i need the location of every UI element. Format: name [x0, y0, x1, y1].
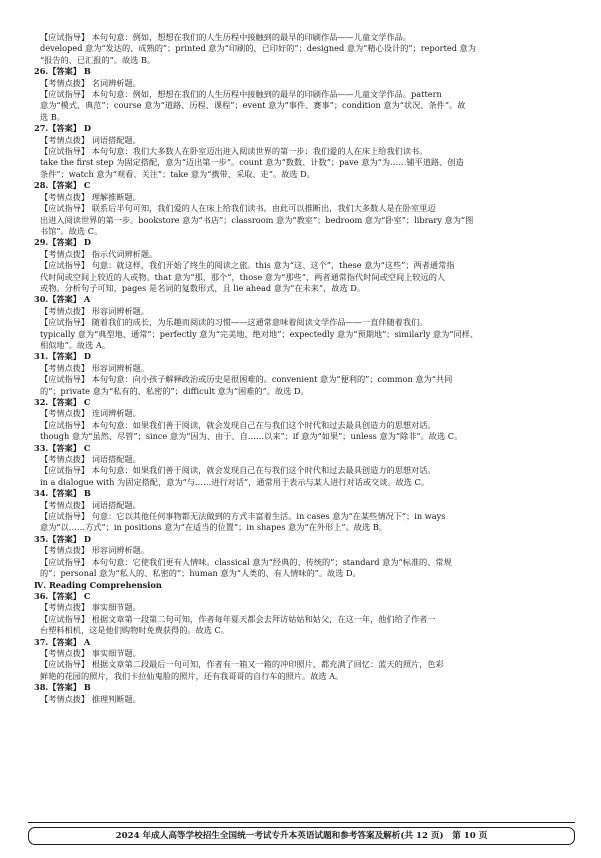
explanation-line: 【应试指导】 根据文章第二段最后一句可知，作者有一箱又一箱的冲印照片，都充满了回忆：蓝天的照片，色彩: [40, 659, 444, 670]
explanation-line: 意为“以……方式”；in positions 意为“在适当的位置”；in shapes 意为“在外形上”。故选 B。: [40, 522, 387, 533]
answer-heading: 29.【答案】 D: [34, 237, 91, 248]
explanation-line: 【考情点拨】 词语搭配题。: [40, 499, 141, 510]
explanation-line: 【应试指导】 本句句意：如果我们善于阅读，就会发现自己在与我们这个时代和过去最具创造力的思想对话。: [40, 419, 436, 430]
explanation-line: typically 意为“典型地、通常”；perfectly 意为“完美地、绝对地”；expectedly 意为“预期地”；similarly 意为“同样、: [40, 328, 479, 339]
answer-block: [34, 294, 572, 351]
explanation-line: 【考情点拨】 形容词辨析题。: [40, 305, 150, 316]
explanation-line: 【应试指导】 根据文章第一段第二句可知，作者每年夏天都会去拜访姑姑和姑父，在这一年，他们给了作者一: [40, 613, 436, 624]
explanation-line: 【考情点拨】 事实细节题。: [40, 602, 141, 613]
explanation-line: 台塑料相机，这是他们购物时免费获得的。故选 C。: [40, 625, 229, 636]
answer-block: [34, 682, 572, 705]
section-heading-block: [34, 579, 572, 591]
explanation-line: 选 B。: [40, 111, 65, 122]
explanation-line: 鲜艳的花园的照片，我们卡拉仙鬼脸的照片，还有我哥哥的自行车的照片。故选 A。: [40, 670, 344, 681]
answer-heading: 31.【答案】 D: [34, 351, 91, 362]
explanation-line: 【考情点拨】 形容词辨析题。: [40, 362, 150, 373]
explanation-line: 【应试指导】 本句句意：例如，想想在我们的人生历程中接触到的最早的印刷作品——儿童文学作品。: [40, 32, 412, 42]
answer-block: [40, 32, 572, 66]
explanation-line: 【应试指导】 本句句意：例如，想想在我们的人生历程中接触到的最早的印刷作品——儿童文学作品。pattern: [40, 89, 442, 100]
answer-heading: 27.【答案】 D: [34, 123, 91, 134]
answer-block: [34, 442, 572, 489]
answer-block: [34, 590, 572, 637]
explanation-line: 相似地”。故选 A。: [40, 339, 111, 350]
answer-block: [34, 488, 572, 534]
explanation-line: 【应试指导】 本句句意：向小孩子解释政治或历史是很困难的。convenient 意为“便利的”；common 意为“共同: [40, 374, 453, 385]
explanation-line: 【考情点拨】 连词辨析题。: [40, 408, 141, 419]
explanation-line: developed 意为“发达的、成熟的”；printed 意为“印刷的、已印好的”；designed 意为“精心设计的”；reported 意为: [40, 43, 476, 54]
explanation-line: 【考情点拨】 事实细节题。: [40, 647, 141, 658]
explanation-line: “报告的、已汇报的”。故选 B。: [40, 54, 156, 65]
answer-heading: 35.【答案】 D: [34, 533, 91, 544]
answer-block: [34, 533, 572, 580]
answer-heading: 32.【答案】 C: [34, 397, 91, 407]
answer-block: [34, 351, 572, 397]
explanation-line: take the first step 为固定搭配，意为“迈出第一步”。count 意为“数数、计数”；pave 意为“为……铺平道路、创造: [40, 157, 464, 168]
explanation-line: 【应试指导】 句意：就这样，我们开始了终生的阅读之旅。this 意为“这、这个”，these 意为“这些”；两者通常指: [40, 260, 455, 271]
explanation-line: 【应试指导】 联系后半句可知，我们爱的人在床上给我们读书。由此可以推断出，我们大多数人是在卧室里迈: [40, 203, 436, 214]
explanation-line: 【应试指导】 本句句意：如果我们善于阅读，就会发现自己在与我们这个时代和过去最具创造力的思想对话。: [40, 465, 436, 476]
explanation-line: 【考情点拨】 词语搭配题。: [40, 134, 141, 145]
explanation-line: 【应试指导】 句意：它以其他任何事物都无法做到的方式丰富着生活。in cases 意为“在某些情况下”；in ways: [40, 511, 446, 522]
explanation-line: 出进入阅读世界的第一步。bookstore 意为“书店”；classroom 意为“教室”；bedroom 意为“卧室”；library 意为“图: [40, 214, 474, 225]
explanation-line: 【应试指导】 本句句意：它使我们更有人情味。classical 意为“经典的、传统的”；standard 意为“标准的、常规: [40, 556, 452, 567]
explanation-line: 或物。分析句子可知，pages 是名词的复数形式，且 lie ahead 意为“在未来”，故选 D。: [40, 282, 366, 293]
explanation-line: 的”；personal 意为“私人的、私密的”；human 意为“人类的、有人情味的”。故选 D。: [40, 568, 361, 579]
explanation-line: 意为“模式、典范”；course 意为“道路、历程、课程”；event 意为“事件、赛事”；condition 意为“状况、条件”。故: [40, 100, 466, 111]
page-footer: 2024 年成人高等学校招生全国统一考试专升本英语试题和参考答案及解析(共 12 页) 第 10 页: [28, 827, 575, 845]
footer-rule: [28, 822, 575, 823]
explanation-line: 【考情点拨】 名词辨析题。: [40, 77, 141, 88]
answer-heading: 37.【答案】 A: [34, 636, 91, 647]
explanation-line: 【考情点拨】 推理判断题。: [40, 693, 141, 704]
explanation-line: 的”；private 意为“私有的、私密的”；difficult 意为“困难的”。故选 D。: [40, 385, 309, 396]
answer-block: [34, 237, 572, 294]
answer-page-body: [34, 32, 572, 705]
explanation-line: though 意为“虽然、尽管”；since 意为“因为、由于、自……以来”；if 意为“如果”；unless 意为“除非”。故选 C。: [40, 431, 463, 442]
answer-heading: 38.【答案】 B: [34, 682, 91, 693]
section-heading: Ⅳ. Reading Comprehension: [34, 579, 162, 590]
answer-heading: 36.【答案】 C: [34, 590, 91, 601]
explanation-line: 【应试指导】 随着我们的成长，为乐趣而阅读的习惯——这通常意味着阅读文学作品——一直伴随着我们。: [40, 317, 428, 328]
answer-heading: 33.【答案】 C: [34, 442, 91, 453]
explanation-line: 代时间或空间上较近的人或物。that 意为“那、那个”，those 意为“那些”，两者通常指代时间或空间上较远的人: [40, 271, 446, 282]
explanation-line: 【考情点拨】 形容词辨析题。: [40, 545, 150, 556]
answer-heading: 30.【答案】 A: [34, 294, 91, 305]
explanation-line: 【应试指导】 本句句意：我们大多数人在卧室迈出进入阅读世界的第一步：我们爱的人在床上给我们读书。: [40, 146, 428, 157]
explanation-line: 【考情点拨】 词语搭配题。: [40, 454, 141, 465]
explanation-line: in a dialogue with 为固定搭配，意为“与……进行对话”，通常用于表示与某人进行对话或交谈。故选 C。: [40, 476, 430, 487]
answer-heading: 28.【答案】 C: [34, 180, 91, 191]
answer-block: [34, 397, 572, 443]
explanation-line: 【考情点拨】 指示代词辨析题。: [40, 248, 158, 259]
answer-block: [34, 123, 572, 180]
answer-heading: 34.【答案】 B: [34, 488, 91, 499]
answer-block: [34, 66, 572, 123]
answer-block: [34, 636, 572, 683]
explanation-line: 书馆”。故选 C。: [40, 225, 103, 236]
answer-block: [34, 180, 572, 237]
explanation-line: 条件”；watch 意为“观看、关注”；take 意为“携带、采取、走”。故选 D。: [40, 168, 315, 179]
answer-heading: 26.【答案】 B: [34, 66, 91, 77]
explanation-line: 【考情点拨】 理解推断题。: [40, 191, 141, 202]
